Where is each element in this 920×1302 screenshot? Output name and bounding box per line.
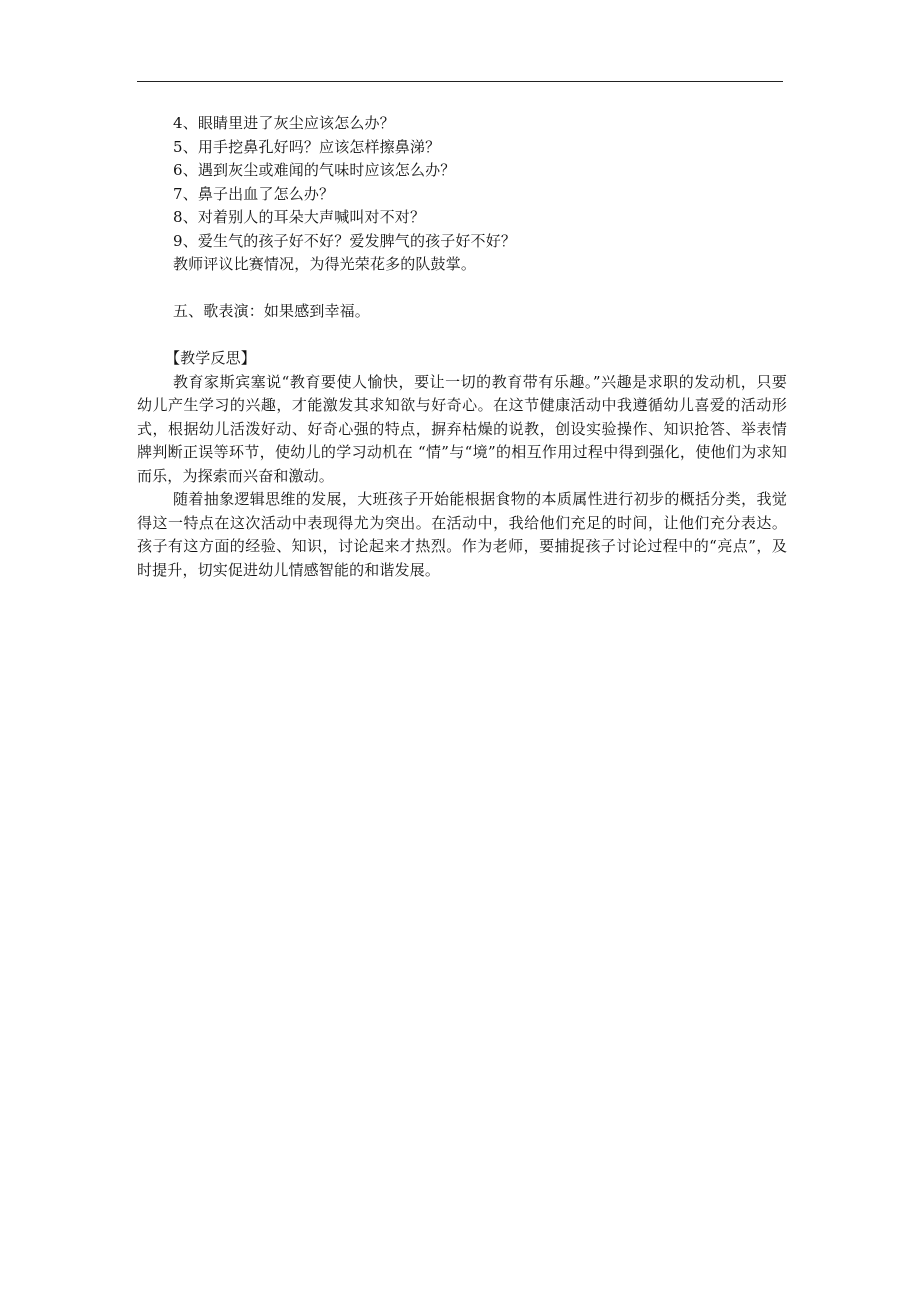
- question-9: 9、爱生气的孩子好不好？爱发脾气的孩子好不好？: [173, 231, 516, 250]
- reflection-paragraph-2: 随着抽象逻辑思维的发展，大班孩子开始能根据食物的本质属性进行初步的概括分类，我觉得这一特点在这次活动中表现得尤为突出。在活动中，我给他们充足的时间，让他们充分表达。孩子有这方面的经验、知识，讨论起来才热烈。作为老师，要捕捉孩子讨论过程中的“亮点”，及时提升，切实促进幼儿情感智能的和谐发展。: [137, 490, 787, 579]
- header-rule: [137, 81, 783, 82]
- question-5: 5、用手挖鼻孔好吗？应该怎样擦鼻涕？: [173, 137, 441, 156]
- question-7: 7、鼻子出血了怎么办？: [173, 184, 335, 203]
- section-five-heading: 五、歌表演：如果感到幸福。: [173, 302, 370, 320]
- question-6: 6、遇到灰尘或难闻的气味时应该怎么办？: [173, 161, 456, 179]
- question-8: 8、对着别人的耳朵大声喊叫对不对？: [173, 208, 426, 226]
- blank-line: [137, 277, 787, 301]
- reflection-paragraph-1: 教育家斯宾塞说“教育要使人愉快，要让一切的教育带有乐趣。”兴趣是求职的发动机，只要幼儿产生学习的兴趣，才能激发其求知欲与好奇心。在这节健康活动中我遵循幼儿喜爱的活动形式，根据幼儿活泼好动、好奇心强的特点，摒弃枯燥的说教，创设实验操作、知识抢答、举表情牌判断正误等环节，使幼儿的学习动机在 “情”与“境”的相互作用过程中得到强化，使他们为求知而乐，为探索而兴奋和激动。: [137, 372, 787, 485]
- blank-line: [137, 324, 787, 348]
- reflection-heading: 【教学反思】: [165, 349, 256, 367]
- document-body: [137, 112, 787, 582]
- teacher-comment: 教师评议比赛情况，为得光荣花多的队鼓掌。: [173, 255, 477, 273]
- question-4: 4、眼睛里进了灰尘应该怎么办？: [173, 114, 395, 132]
